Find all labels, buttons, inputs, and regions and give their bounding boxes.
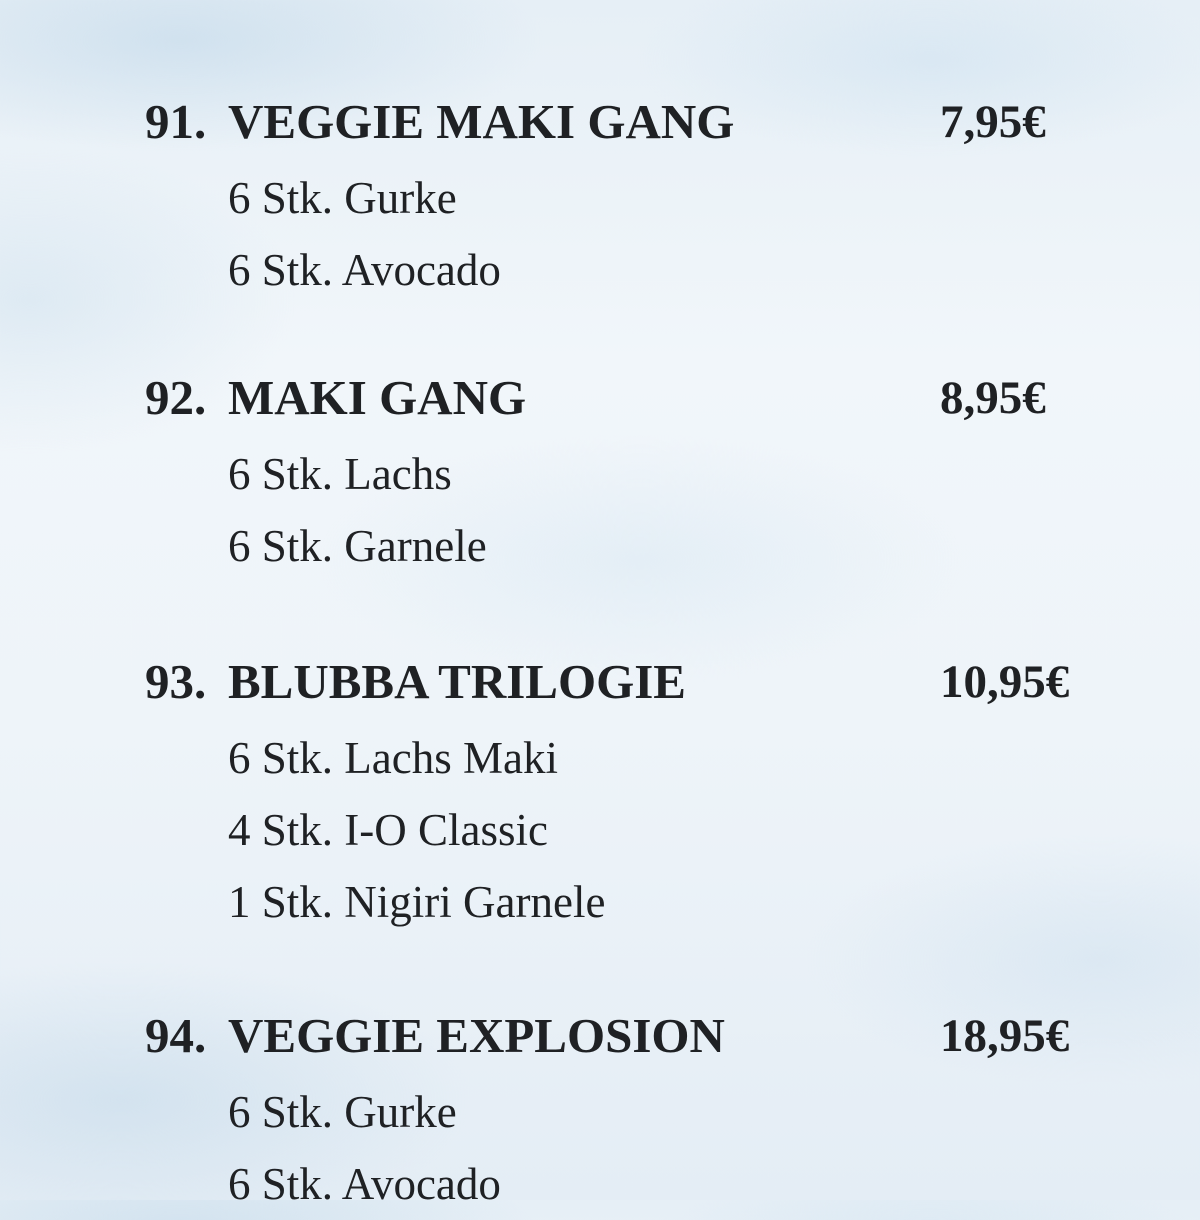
item-title: VEGGIE EXPLOSION xyxy=(228,1008,725,1063)
item-title: MAKI GANG xyxy=(228,370,527,425)
item-content-line: 6 Stk. Avocado xyxy=(228,245,501,295)
item-number: 94. xyxy=(145,1008,207,1063)
item-contents xyxy=(228,722,605,938)
item-content-line: 6 Stk. Gurke xyxy=(228,173,457,223)
item-price: 7,95€ xyxy=(940,96,1046,148)
item-number: 93. xyxy=(145,654,207,709)
item-content-line: 4 Stk. I-O Classic xyxy=(228,805,548,855)
item-contents xyxy=(228,162,501,306)
item-content-line: 1 Stk. Nigiri Garnele xyxy=(228,877,606,927)
item-price: 8,95€ xyxy=(940,372,1046,424)
item-price: 10,95€ xyxy=(940,656,1070,708)
item-content-line: 6 Stk. Gurke xyxy=(228,1087,457,1137)
item-content-line: 6 Stk. Lachs Maki xyxy=(228,733,558,783)
item-content-line: 6 Stk. Avocado xyxy=(228,1159,501,1209)
item-title: VEGGIE MAKI GANG xyxy=(228,94,735,149)
item-title: BLUBBA TRILOGIE xyxy=(228,654,686,709)
item-number: 92. xyxy=(145,370,207,425)
item-contents xyxy=(228,1076,501,1220)
item-contents xyxy=(228,438,487,582)
item-price: 18,95€ xyxy=(940,1010,1070,1062)
item-content-line: 6 Stk. Lachs xyxy=(228,449,452,499)
item-number: 91. xyxy=(145,94,207,149)
item-content-line: 6 Stk. Garnele xyxy=(228,521,487,571)
